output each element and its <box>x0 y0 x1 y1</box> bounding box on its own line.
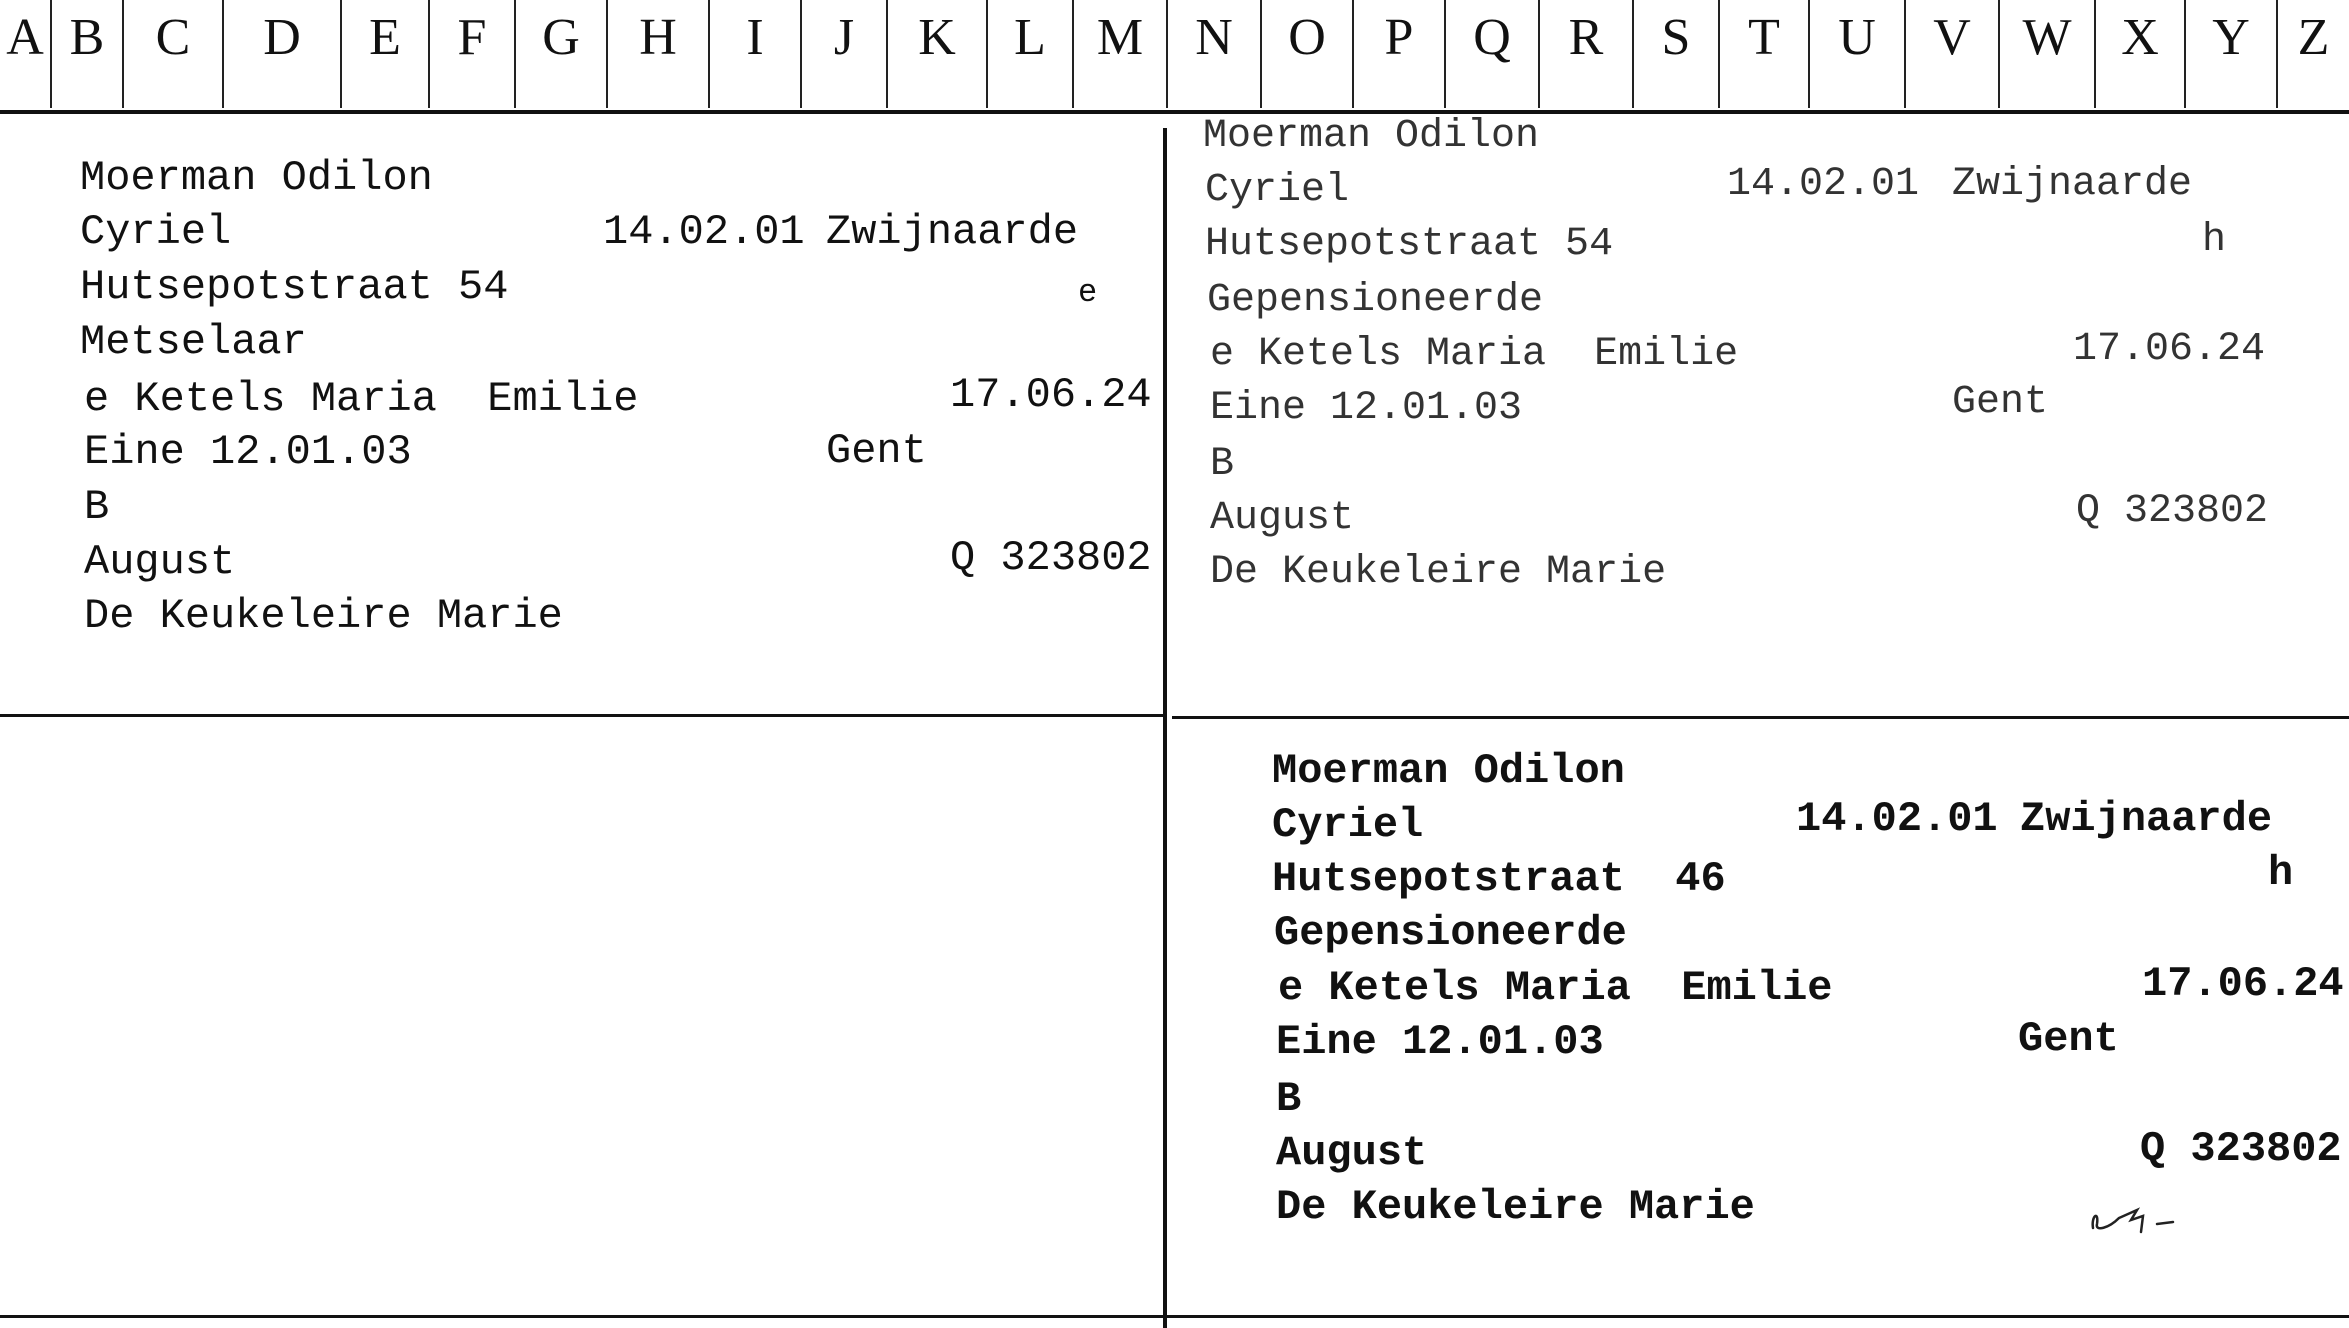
card-divider-vertical <box>1163 128 1167 1328</box>
card-divider-left <box>0 714 1163 717</box>
street-address: Hutsepotstraat 54 <box>80 263 509 311</box>
occupation: Metselaar <box>80 318 307 366</box>
mark: h <box>2268 849 2294 897</box>
alphabet-letter: T <box>1718 0 1808 108</box>
alphabet-letter: Z <box>2276 0 2349 108</box>
alphabet-letter: J <box>800 0 886 108</box>
alphabet-letter: X <box>2094 0 2184 108</box>
spouse-date: 17.06.24 <box>2073 327 2266 372</box>
spouse-birth: Eine 12.01.03 <box>1276 1018 1604 1066</box>
second-name: Cyriel <box>80 208 232 256</box>
alphabet-letter: K <box>886 0 986 108</box>
alphabet-letter: E <box>340 0 428 108</box>
code: B <box>1276 1075 1302 1123</box>
alphabet-letter: R <box>1538 0 1632 108</box>
birth-date: 14.02.01 <box>1727 162 1920 207</box>
card-divider-bottom <box>0 1315 2349 1318</box>
spouse-date: 17.06.24 <box>950 371 1152 419</box>
mother: De Keukeleire Marie <box>1276 1183 1755 1231</box>
alphabet-letter: C <box>122 0 222 108</box>
reference: Q 323802 <box>950 534 1152 582</box>
birth-date: 14.02.01 <box>603 208 805 256</box>
father: August <box>1210 496 1355 541</box>
alphabet-index-bar <box>0 0 2349 115</box>
street-address: Hutsepotstraat 46 <box>1272 855 1726 903</box>
alphabet-letter: I <box>708 0 800 108</box>
spouse-date: 17.06.24 <box>2142 960 2344 1008</box>
name-line: Moerman Odilon <box>1272 747 1625 795</box>
alphabet-letter: F <box>428 0 514 108</box>
alphabet-letter: H <box>606 0 708 108</box>
spouse-birth: Eine 12.01.03 <box>84 428 412 476</box>
alphabet-letter: P <box>1352 0 1444 108</box>
father: August <box>84 538 236 586</box>
birth-place: Zwijnaarde <box>2020 795 2273 843</box>
reference: Q 323802 <box>2076 489 2269 534</box>
second-name: Cyriel <box>1205 168 1350 213</box>
alphabet-underline <box>0 110 2349 114</box>
alphabet-letter: O <box>1260 0 1352 108</box>
alphabet-letter: V <box>1904 0 1998 108</box>
alphabet-letter: B <box>50 0 122 108</box>
father: August <box>1276 1129 1428 1177</box>
alphabet-letter: D <box>222 0 340 108</box>
code: B <box>84 483 110 531</box>
street-address: Hutsepotstraat 54 <box>1205 222 1614 267</box>
alphabet-letter: G <box>514 0 606 108</box>
occupation: Gepensioneerde <box>1274 909 1627 957</box>
alphabet-letter: N <box>1166 0 1260 108</box>
marriage-place: Gent <box>826 427 927 475</box>
handwritten-signature <box>2085 1180 2195 1240</box>
alphabet-letter: Y <box>2184 0 2276 108</box>
spouse: e Ketels Maria Emilie <box>84 375 639 423</box>
card-divider-right <box>1172 716 2349 719</box>
marriage-place: Gent <box>2018 1015 2119 1063</box>
occupation: Gepensioneerde <box>1207 278 1544 323</box>
spouse: e Ketels Maria Emilie <box>1210 332 1739 377</box>
birth-place: Zwijnaarde <box>826 208 1079 256</box>
mark: e <box>1078 274 1098 311</box>
alphabet-letter: Q <box>1444 0 1538 108</box>
alphabet-letter: U <box>1808 0 1904 108</box>
reference: Q 323802 <box>2140 1125 2342 1173</box>
code: B <box>1210 442 1235 487</box>
name-line: Moerman Odilon <box>1203 114 1540 159</box>
alphabet-letter: M <box>1072 0 1166 108</box>
birth-date: 14.02.01 <box>1796 795 1998 843</box>
name-line: Moerman Odilon <box>80 154 433 202</box>
mother: De Keukeleire Marie <box>1210 550 1667 595</box>
spouse-birth: Eine 12.01.03 <box>1210 386 1523 431</box>
alphabet-letter: A <box>6 9 44 66</box>
second-name: Cyriel <box>1272 801 1424 849</box>
spouse: e Ketels Maria Emilie <box>1278 964 1833 1012</box>
alphabet-letter: S <box>1632 0 1718 108</box>
mark: h <box>2202 218 2227 263</box>
alphabet-letter: W <box>1998 0 2094 108</box>
mother: De Keukeleire Marie <box>84 592 563 640</box>
birth-place: Zwijnaarde <box>1952 162 2193 207</box>
alphabet-letter: L <box>986 0 1072 108</box>
marriage-place: Gent <box>1952 380 2049 425</box>
